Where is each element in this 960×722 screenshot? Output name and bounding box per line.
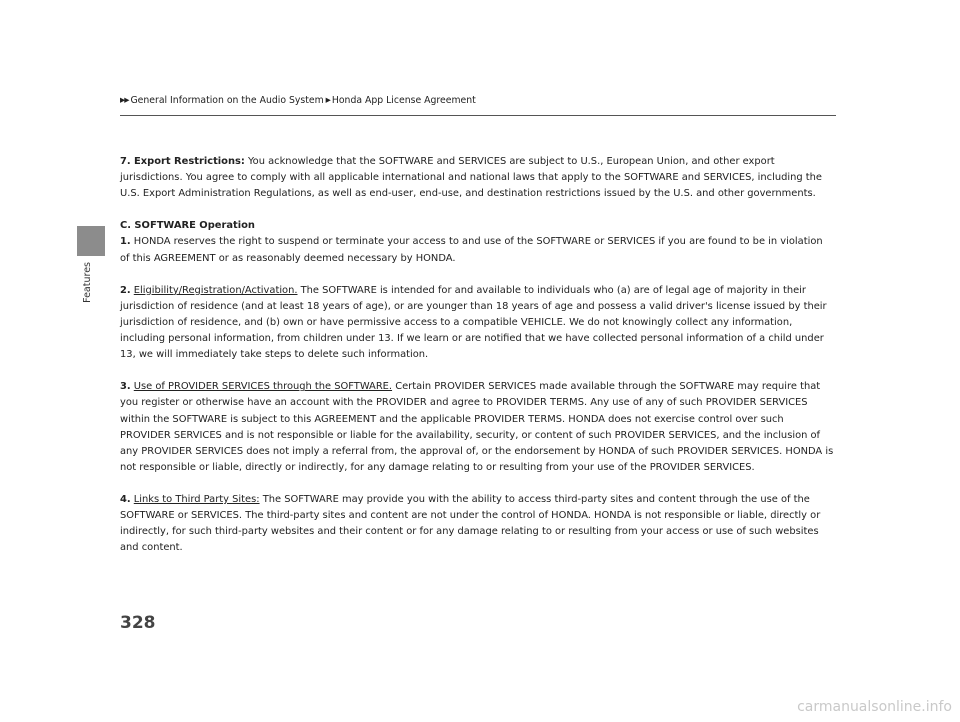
item-2-paragraph xyxy=(120,283,834,363)
provider-services-link[interactable]: Use of PROVIDER SERVICES through the SOFTWARE. xyxy=(133,381,393,393)
item-3-text: Certain PROVIDER SERVICES made available through the SOFTWARE may require that you register or otherwise have an account with the PROVIDER and agree to PROVIDER TERMS. Any use of any of such PROVIDER SERVICES within the SOFTWARE is subject to this AGREEMENT and the applicable PROVIDER TERMS. HONDA does not exercise control over such PROVIDER SERVICES and is not responsible or liable for the availability, security, or content of such PROVIDER SERVICES, and the inclusion of any PROVIDER SERVICES does not imply a referral from, the approval of, or the endorsement by HONDA of such PROVIDER SERVICES. HONDA is not responsible or liable, directly or indirectly, for any damage relating to or resulting from your use of the PROVIDER SERVICES. xyxy=(120,381,834,473)
export-restrictions-heading: 7. Export Restrictions: xyxy=(120,156,245,167)
export-restrictions-text: You acknowledge that the SOFTWARE and SERVICES are subject to U.S., European Union, and other export jurisdictions. You agree to comply with all applicable international and national laws that apply to the SOFTWARE and SERVICES, including the U.S. Export Administration Regulations, as well as end-user, end-use, and destination restrictions issued by the U.S. and other governments. xyxy=(120,156,822,200)
software-operation-heading: C. SOFTWARE Operation xyxy=(120,220,255,232)
item-1-number: 1. xyxy=(120,236,131,248)
item-2-text: The SOFTWARE is intended for and available to individuals who (a) are of legal age of majority in their jurisdiction of residence (and at least 18 years of age), or are younger than 18 years of age and possess a valid driver's license issued by their jurisdiction of residence, and (b) own or have permissive access to a compatible VEHICLE. We do not knowingly collect any information, including personal information, from children under 13. If we learn or are notified that we have collected personal information of a child under 13, we will immediately take steps to delete such information. xyxy=(120,284,827,361)
double-triangle-icon: ▶▶ xyxy=(120,96,129,104)
item-4-number: 4. xyxy=(120,493,131,505)
item-1-text: HONDA reserves the right to suspend or terminate your access to and use of the SOFTWARE or SERVICES if you are found to be in violation of this AGREEMENT or as reasonably deemed necessary by HONDA. xyxy=(120,236,823,264)
eligibility-link[interactable]: Eligibility/Registration/Activation. xyxy=(133,284,298,296)
item-3-paragraph xyxy=(120,379,834,476)
item-2-number: 2. xyxy=(120,284,131,296)
item-3-number: 3. xyxy=(120,381,131,393)
section-tab-marker xyxy=(77,226,105,256)
export-restrictions-paragraph xyxy=(120,154,834,202)
page-number: 328 xyxy=(120,613,156,633)
software-operation-section xyxy=(120,218,834,266)
third-party-sites-link[interactable]: Links to Third Party Sites: xyxy=(133,493,260,505)
watermark: carmanualsonline.info xyxy=(797,699,952,715)
header-divider xyxy=(120,115,836,116)
section-label: Features xyxy=(82,262,93,303)
breadcrumb xyxy=(120,95,476,106)
item-4-text: The SOFTWARE may provide you with the ability to access third-party sites and content through the use of the SOFTWARE or SERVICES. The third-party sites and content are not under the control of HONDA. HONDA is not responsible or liable, directly or indirectly, for such third-party websites and their content or for any damage relating to or resulting from your access or use of such websites and content. xyxy=(120,493,821,554)
breadcrumb-item-audio-system[interactable]: General Information on the Audio System xyxy=(130,95,324,106)
breadcrumb-item-license-agreement[interactable]: Honda App License Agreement xyxy=(331,95,476,106)
triangle-icon: ▶ xyxy=(325,96,331,104)
item-4-paragraph xyxy=(120,492,834,556)
document-body xyxy=(120,154,834,572)
